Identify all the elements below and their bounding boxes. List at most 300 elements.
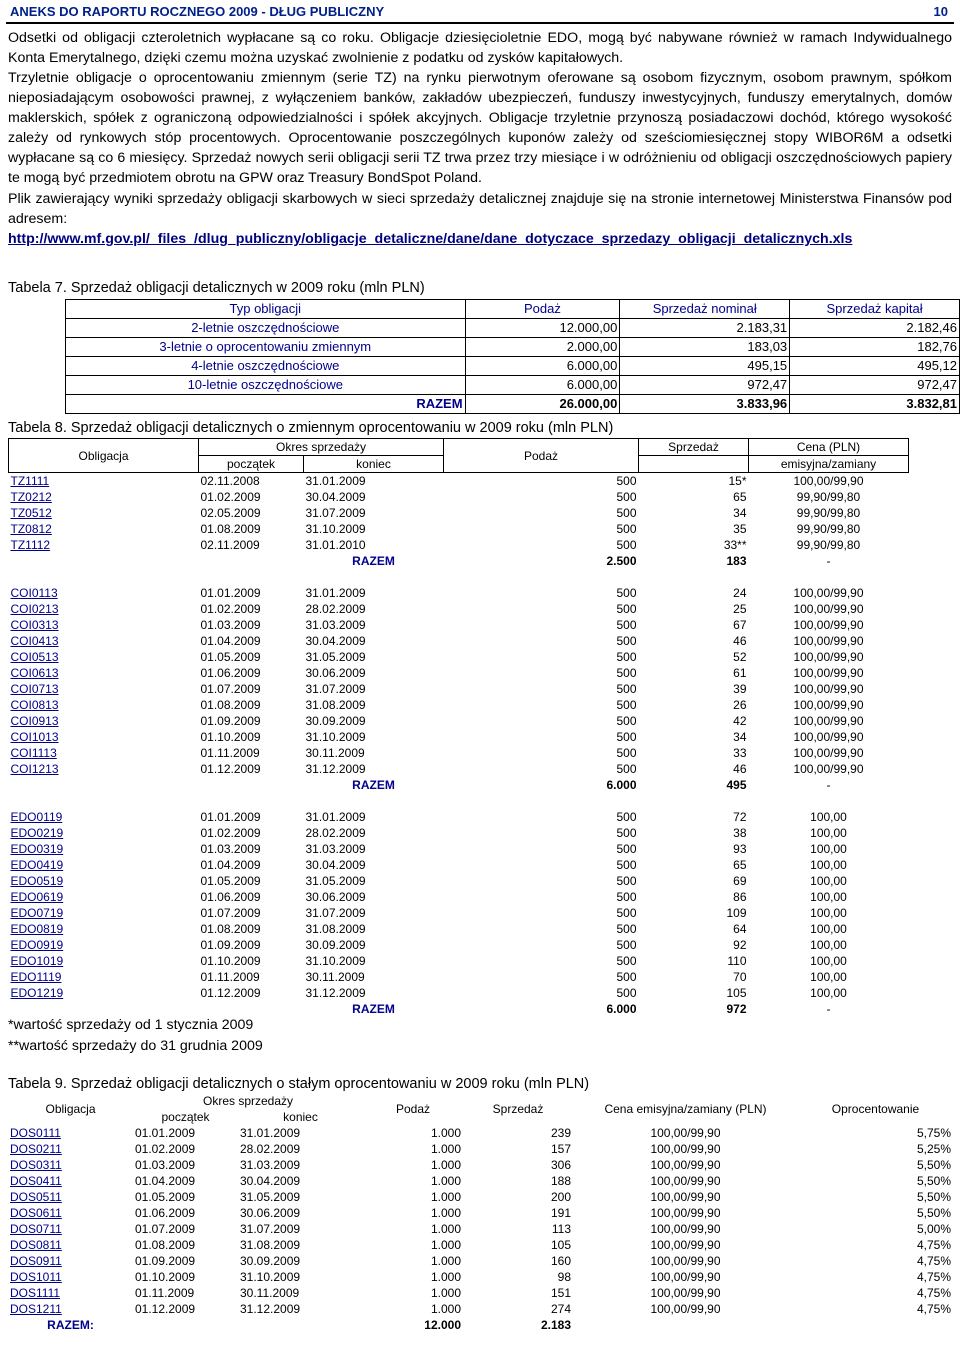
bond-name: EDO0319 [10,842,64,856]
bond-name: DOS1111 [10,1286,61,1300]
supply-value: 1.000 [430,1238,461,1252]
sales-nominal: 972,47 [620,376,790,395]
sales-value: 65 [733,858,747,872]
price-value: 100,00 [810,906,847,920]
end-date: 31.10.2009 [305,954,366,968]
bond-name: DOS0511 [10,1190,62,1204]
sales-value: 200 [550,1190,571,1204]
table-row [9,713,909,729]
bond-name: DOS0311 [10,1158,62,1172]
end-date: 31.03.2009 [240,1158,301,1172]
start-date: 01.08.2009 [200,522,261,536]
table-row [8,1253,953,1269]
sales-value: 34 [733,506,747,520]
supply-value: 1.000 [430,1190,461,1204]
supply-value: 500 [616,922,637,936]
table-row [8,1285,953,1301]
supply-value: 500 [616,890,637,904]
end-date: 31.12.2009 [305,986,366,1000]
supply-value: 500 [616,698,637,712]
sales-capital: 495,12 [790,357,960,376]
end-date: 31.07.2009 [305,682,366,696]
bond-name: EDO0719 [10,906,64,920]
start-date: 01.10.2009 [200,730,261,744]
bond-name: EDO0619 [10,890,64,904]
column-header: koniec [304,456,444,473]
supply-value: 12.000,00 [465,319,620,338]
sales-value: 306 [550,1158,571,1172]
bond-name: DOS0611 [10,1206,62,1220]
table-row [9,857,909,873]
interest-rate: 5,50% [916,1190,951,1204]
bond-name: EDO0119 [10,810,63,824]
bond-name: EDO1119 [10,970,62,984]
column-header: Cena (PLN) [749,439,909,456]
sales-value: 46 [733,762,747,776]
table-row [9,489,909,505]
table-row [9,873,909,889]
table-row [9,697,909,713]
start-date: 01.01.2009 [200,586,261,600]
end-date: 31.12.2009 [240,1302,301,1316]
table-row [9,761,909,777]
supply-value: 500 [616,714,637,728]
supply-value: 500 [616,938,637,952]
price-value: 100,00/99,90 [793,634,864,648]
page-number: 10 [933,4,948,19]
bond-name: EDO0519 [10,874,64,888]
bond-name: COI0613 [10,666,59,680]
start-date: 01.04.2009 [135,1174,196,1188]
sales-value: 38 [733,826,747,840]
bond-name: TZ0212 [10,490,52,504]
column-header: Sprzedaż nominał [620,300,790,319]
column-header: emisyjna/zamiany [749,456,909,473]
supply-value: 500 [616,650,637,664]
price-value: 100,00/99,90 [793,602,864,616]
table-row [9,889,909,905]
total-sales: 495 [726,778,747,792]
bond-name: COI1113 [10,746,57,760]
bond-name: EDO0919 [10,938,64,952]
supply-value: 6.000,00 [465,376,620,395]
end-date: 30.04.2009 [305,858,366,872]
supply-value: 500 [616,746,637,760]
table-header-row [9,439,909,456]
bond-name: DOS0711 [10,1222,62,1236]
end-date: 30.09.2009 [305,938,366,952]
sales-value: 65 [733,490,747,504]
blank-cell [9,1001,199,1017]
sales-value: 34 [733,730,747,744]
table-row [9,601,909,617]
end-date: 30.04.2009 [305,634,366,648]
table-header-row [8,1093,953,1109]
table-row [8,1141,953,1157]
supply-value: 1.000 [430,1286,461,1300]
interest-rate: 4,75% [916,1302,951,1316]
start-date: 01.05.2009 [200,650,261,664]
price-value: 100,00/99,90 [650,1158,721,1172]
total-sales: 972 [726,1002,747,1016]
start-date: 01.03.2009 [200,842,261,856]
end-date: 31.07.2009 [305,506,366,520]
total-row [9,553,909,569]
price-value: 100,00/99,90 [793,666,864,680]
sales-value: 70 [733,970,747,984]
start-date: 01.07.2009 [200,906,261,920]
sales-nominal: 183,03 [620,338,790,357]
end-date: 30.11.2009 [305,970,365,984]
sales-value: 157 [550,1142,571,1156]
table-row [9,809,909,825]
bond-name: EDO1219 [10,986,64,1000]
bond-name: DOS0411 [10,1174,62,1188]
end-date: 30.11.2009 [240,1286,300,1300]
table-row [8,1205,953,1221]
interest-rate: 4,75% [916,1254,951,1268]
start-date: 01.07.2009 [200,682,261,696]
table-7-caption: Tabela 7. Sprzedaż obligacji detalicznych w 2009 roku (mln PLN) [8,280,425,296]
total-supply: 6.000 [606,1002,637,1016]
table-row [9,473,909,490]
sales-value: 35 [733,522,747,536]
sales-value: 26 [733,698,747,712]
total-sales: 183 [726,554,747,568]
column-header: Cena emisyjna/zamiany (PLN) [604,1102,767,1116]
table-9 [8,1093,953,1333]
table-row [9,825,909,841]
spacer-row [9,569,909,585]
start-date: 01.08.2009 [135,1238,196,1252]
sales-value: 160 [550,1254,571,1268]
end-date: 30.09.2009 [240,1254,301,1268]
interest-rate: 4,75% [916,1286,951,1300]
supply-value: 2.000,00 [465,338,620,357]
end-date: 28.02.2009 [305,602,366,616]
sales-value: 24 [733,586,747,600]
table-row [9,905,909,921]
start-date: 01.03.2009 [200,618,261,632]
bond-name: EDO1019 [10,954,64,968]
total-row [66,395,960,414]
start-date: 01.02.2009 [200,490,261,504]
column-header [639,456,749,473]
bond-name: COI0213 [10,602,59,616]
bond-name: EDO0819 [10,922,64,936]
supply-value: 1.000 [430,1126,461,1140]
sales-value: 46 [733,634,747,648]
sales-value: 110 [727,954,747,968]
column-header: Oprocentowanie [831,1102,920,1116]
start-date: 01.08.2009 [200,922,261,936]
bond-name: TZ0812 [10,522,52,536]
column-header: Podaż [395,1102,431,1116]
bond-name: COI0813 [10,698,59,712]
price-value: 100,00/99,90 [650,1286,721,1300]
column-header: Podaż [444,439,639,473]
footnote-1: *wartość sprzedaży od 1 stycznia 2009 [8,1017,254,1033]
sales-value: 109 [726,906,747,920]
bond-name: TZ0512 [10,506,52,520]
supply-value: 1.000 [430,1174,461,1188]
interest-rate: 5,50% [916,1158,951,1172]
table-row [8,1189,953,1205]
supply-value: 500 [616,506,637,520]
blank-cell [9,553,199,569]
sales-value: 33** [723,538,747,552]
price-value: 99,90/99,80 [796,506,861,520]
sales-value: 105 [550,1238,571,1252]
price-value: 100,00/99,90 [650,1222,721,1236]
supply-value: 500 [616,474,637,488]
start-date: 01.08.2009 [200,698,261,712]
start-date: 01.12.2009 [200,762,261,776]
supply-value: 500 [616,874,637,888]
supply-value: 500 [616,730,637,744]
end-date: 31.03.2009 [305,842,366,856]
table-row [8,1157,953,1173]
column-header: Sprzedaż kapitał [790,300,960,319]
total-nominal: 3.833,96 [620,395,790,414]
interest-rate: 5,25% [916,1142,951,1156]
price-value: 100,00 [810,890,847,904]
supply-value: 500 [616,954,637,968]
table-row [66,357,960,376]
blank-cell [573,1317,798,1333]
end-date: 31.07.2009 [240,1222,301,1236]
sales-value: 98 [557,1270,571,1284]
end-date: 31.10.2009 [305,730,366,744]
sales-value: 15* [728,474,747,488]
supply-value: 6.000,00 [465,357,620,376]
start-date: 01.06.2009 [135,1206,196,1220]
bond-name: COI0313 [10,618,59,632]
start-date: 01.11.2009 [200,970,260,984]
sales-value: 105 [726,986,747,1000]
table-row [8,1237,953,1253]
price-value: 100,00 [810,954,847,968]
price-value: 100,00/99,90 [793,714,864,728]
start-date: 01.09.2009 [135,1254,196,1268]
bond-name: EDO0219 [10,826,64,840]
sales-value: 52 [733,650,747,664]
paragraph-1: Odsetki od obligacji czteroletnich wypłacane są co roku. Obligacje dziesięcioletnie EDO, mogą być nabywane również w ramach Indywidualnego Konta Emerytalnego, dzięki czemu można uzyskać zwolnienie z podatku od zysków kapitałowych. [8,30,952,66]
bond-name: COI0713 [10,682,59,696]
blank-cell [9,777,199,793]
total-supply: 2.500 [606,554,637,568]
bond-type: 4-letnie oszczędnościowe [66,357,466,376]
sales-nominal: 2.183,31 [620,319,790,338]
price-value: 100,00 [810,826,847,840]
start-date: 01.10.2009 [200,954,261,968]
sales-value: 188 [550,1174,571,1188]
start-date: 01.11.2009 [135,1286,195,1300]
total-supply: 12.000 [424,1318,461,1332]
sales-value: 86 [733,890,747,904]
blank-cell [798,1317,953,1333]
price-value: 100,00 [810,842,847,856]
sales-value: 72 [733,810,747,824]
start-date: 01.02.2009 [200,602,261,616]
total-label: RAZEM [66,395,466,414]
supply-value: 500 [616,666,637,680]
table-row [9,985,909,1001]
start-date: 01.05.2009 [200,874,261,888]
end-date: 31.05.2009 [240,1190,301,1204]
bond-type: 3-letnie o oprocentowaniu zmiennym [66,338,466,357]
supply-value: 500 [616,810,637,824]
table-row [9,953,909,969]
blank-cell [199,1001,304,1017]
table-row [9,521,909,537]
start-date: 01.07.2009 [135,1222,196,1236]
supply-value: 500 [616,602,637,616]
end-date: 31.01.2009 [240,1126,301,1140]
price-value: 100,00/99,90 [650,1302,721,1316]
price-value: 100,00/99,90 [650,1174,721,1188]
sales-value: 64 [733,922,747,936]
end-date: 31.01.2009 [305,810,366,824]
table-row [9,537,909,553]
sales-nominal: 495,15 [620,357,790,376]
bond-name: DOS0211 [10,1142,62,1156]
supply-value: 500 [616,490,637,504]
start-date: 01.02.2009 [135,1142,196,1156]
price-value: 100,00 [810,810,847,824]
price-value: 100,00/99,90 [793,698,864,712]
total-row [8,1317,953,1333]
bond-name: COI0513 [10,650,59,664]
total-supply: 6.000 [606,778,637,792]
bond-name: COI1213 [10,762,59,776]
sales-value: 239 [550,1126,571,1140]
price-value: 100,00/99,90 [650,1254,721,1268]
supply-value: 500 [616,970,637,984]
supply-value: 500 [616,618,637,632]
price-value: 100,00/99,90 [793,746,864,760]
column-header: Podaż [465,300,620,319]
start-date: 01.05.2009 [135,1190,196,1204]
column-header: Sprzedaż [639,439,749,456]
price-value: 100,00/99,90 [650,1142,721,1156]
column-header: początek [161,1110,210,1124]
table-row [8,1301,953,1317]
column-header: Okres sprzedaży [199,439,444,456]
table-7 [65,299,960,414]
end-date: 30.04.2009 [240,1174,301,1188]
price-value: 100,00 [810,970,847,984]
start-date: 01.09.2009 [200,714,261,728]
sales-value: 67 [733,618,747,632]
sales-value: 61 [733,666,747,680]
page-header [6,0,954,24]
end-date: 31.01.2010 [305,538,366,552]
start-date: 02.05.2009 [200,506,261,520]
column-header: Obligacja [9,439,199,473]
end-date: 30.04.2009 [305,490,366,504]
table-row [8,1269,953,1285]
start-date: 01.01.2009 [200,810,261,824]
price-value: 100,00/99,90 [650,1126,721,1140]
interest-rate: 4,75% [916,1270,951,1284]
price-value: 100,00/99,90 [793,586,864,600]
supply-value: 500 [616,682,637,696]
table-row [8,1221,953,1237]
start-date: 02.11.2009 [200,538,260,552]
end-date: 31.07.2009 [305,906,366,920]
total-row [9,1001,909,1017]
bond-type: 2-letnie oszczędnościowe [66,319,466,338]
end-date: 31.10.2009 [305,522,366,536]
interest-rate: 5,00% [916,1222,951,1236]
start-date: 01.04.2009 [200,634,261,648]
table-row [66,338,960,357]
table-row [9,921,909,937]
supply-value: 1.000 [430,1222,461,1236]
price-value: 100,00/99,90 [793,618,864,632]
start-date: 01.10.2009 [135,1270,196,1284]
table-row [9,729,909,745]
end-date: 31.08.2009 [305,698,366,712]
footnote-2: **wartość sprzedaży do 31 grudnia 2009 [8,1038,263,1054]
sales-value: 25 [733,602,747,616]
price-value: 99,90/99,80 [796,490,861,504]
end-date: 31.05.2009 [305,650,366,664]
total-row [9,777,909,793]
sales-value: 274 [550,1302,571,1316]
end-date: 31.05.2009 [305,874,366,888]
start-date: 01.11.2009 [200,746,260,760]
bond-name: DOS1011 [10,1270,62,1284]
start-date: 01.12.2009 [200,986,261,1000]
blank-cell [199,553,304,569]
table-8 [8,438,909,1017]
total-price: - [826,1002,831,1016]
bond-name: TZ1111 [10,474,50,488]
sales-value: 69 [733,874,747,888]
blank-cell [199,777,304,793]
start-date: 01.03.2009 [135,1158,196,1172]
table-row [9,969,909,985]
sales-capital: 182,76 [790,338,960,357]
sales-value: 191 [550,1206,571,1220]
sales-value: 151 [550,1286,571,1300]
supply-value: 500 [616,842,637,856]
interest-rate: 5,50% [916,1174,951,1188]
bond-name: COI1013 [10,730,59,744]
bond-name: TZ1112 [10,538,51,552]
sales-value: 39 [733,682,747,696]
sales-value: 113 [551,1222,571,1236]
paragraph-3 [8,189,952,249]
total-sales: 2.183 [540,1318,571,1332]
end-date: 31.01.2009 [305,586,366,600]
total-label: RAZEM: [47,1318,94,1332]
total-label: RAZEM [352,1002,395,1016]
start-date: 01.09.2009 [200,938,261,952]
sales-value: 93 [733,842,747,856]
price-value: 100,00/99,90 [793,762,864,776]
price-value: 100,00/99,90 [650,1238,721,1252]
start-date: 01.04.2009 [200,858,261,872]
download-link[interactable]: http://www.mf.gov.pl/_files_/dlug_publiczny/obligacje_detaliczne/dane/dane_dotyczace_sprzedazy_obligacji_detalicznych.xls [8,231,853,247]
blank-cell [238,1317,363,1333]
price-value: 100,00 [810,874,847,888]
table-row [9,745,909,761]
total-capital: 3.832,81 [790,395,960,414]
start-date: 02.11.2008 [200,474,260,488]
